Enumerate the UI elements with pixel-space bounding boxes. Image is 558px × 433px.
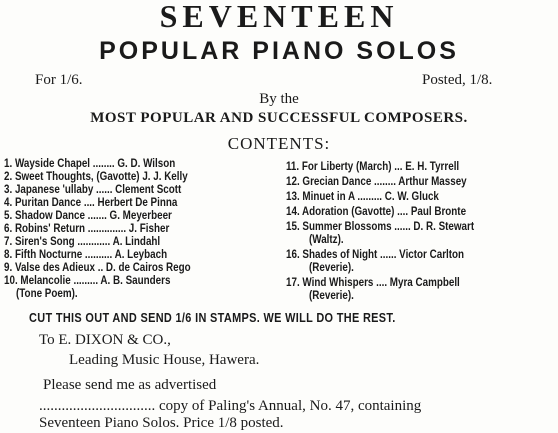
- contents-item: 3. Japanese 'ullaby ...... Clement Scott: [4, 182, 182, 196]
- contents-item: 10. Melancolie ......... A. B. Saunders: [4, 273, 171, 287]
- request-line: Please send me as advertised: [43, 377, 217, 393]
- contents-item: 9. Valse des Adieux .. D. de Cairos Rego: [4, 260, 191, 274]
- contents-item-note: (Reverie).: [309, 260, 354, 274]
- contents-item: 13. Minuet in A ......... C. W. Gluck: [286, 189, 439, 203]
- contents-item: 11. For Liberty (March) ... E. H. Tyrrell: [286, 159, 460, 173]
- advert-subtitle: POPULAR PIANO SOLOS: [99, 37, 459, 65]
- contents-item: 14. Adoration (Gavotte) .... Paul Bronte: [286, 204, 467, 218]
- contents-item-note: (Reverie).: [309, 288, 354, 302]
- contents-item: 8. Fifth Nocturne .......... A. Leybach: [4, 247, 168, 261]
- price-text: For 1/6.: [35, 72, 83, 88]
- contents-heading: CONTENTS:: [227, 134, 331, 153]
- cut-out-instruction: CUT THIS OUT AND SEND 1/6 IN STAMPS. WE WILL DO THE REST.: [29, 310, 396, 325]
- contents-item: 6. Robins' Return .............. J. Fisher: [4, 221, 170, 235]
- recipient-address: Leading Music House, Hawera.: [69, 352, 260, 368]
- contents-item: 15. Summer Blossoms ...... D. R. Stewart: [286, 219, 475, 233]
- posted-price-text: Posted, 1/8.: [422, 72, 493, 88]
- contents-item: 4. Puritan Dance .... Herbert De Pinna: [4, 195, 178, 209]
- by-line: By the: [259, 91, 299, 107]
- advert-title: SEVENTEEN: [159, 0, 399, 34]
- contents-item-note: (Tone Poem).: [16, 286, 78, 300]
- product-line: Seventeen Piano Solos. Price 1/8 posted.: [39, 415, 284, 431]
- recipient-name: To E. DIXON & CO.,: [39, 332, 171, 348]
- contents-item: 5. Shadow Dance ....... G. Meyerbeer: [4, 208, 172, 222]
- copy-count-line: ............................... copy of Paling's Annual, No. 47, containing: [39, 398, 422, 414]
- composers-heading: MOST POPULAR AND SUCCESSFUL COMPOSERS.: [90, 110, 468, 126]
- contents-item-note: (Waltz).: [309, 232, 344, 246]
- contents-item: 16. Shades of Night ...... Victor Carlton: [286, 247, 465, 261]
- contents-item: 12. Grecian Dance ........ Arthur Massey: [286, 174, 467, 188]
- contents-item: 7. Siren's Song ............ A. Lindahl: [4, 234, 161, 248]
- contents-item: 1. Wayside Chapel ........ G. D. Wilson: [4, 156, 176, 170]
- contents-item: 17. Wind Whispers .... Myra Campbell: [286, 275, 460, 289]
- contents-item: 2. Sweet Thoughts, (Gavotte) J. J. Kelly: [4, 169, 188, 183]
